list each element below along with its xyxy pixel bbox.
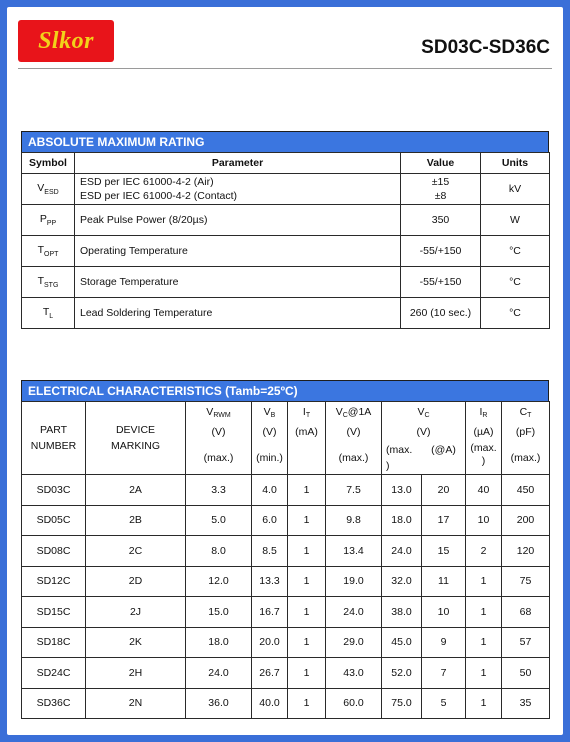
ir-cell: 1	[466, 566, 502, 597]
vc1a-cell: 7.5	[326, 475, 382, 506]
ct-cell: 50	[502, 658, 550, 689]
vb-cell: 4.0	[252, 475, 288, 506]
vb-cell: 16.7	[252, 597, 288, 628]
ir-cell: 40	[466, 475, 502, 506]
symbol-cell: $T_{STG}$	[22, 267, 75, 298]
value-cell: 260 (10 sec.)	[401, 298, 481, 329]
marking-cell: 2D	[86, 566, 186, 597]
column-header-ct: $C_T$ (pF) (max.)	[502, 402, 550, 475]
table-header-row	[22, 153, 550, 174]
electrical-table-body	[22, 475, 550, 719]
vca-cell: 20	[422, 475, 466, 506]
part-cell: SD12C	[22, 566, 86, 597]
it-cell: 1	[288, 688, 326, 719]
vb-cell: 40.0	[252, 688, 288, 719]
vca-cell: 11	[422, 566, 466, 597]
column-header-symbol: Symbol	[22, 153, 75, 174]
vca-cell: 10	[422, 597, 466, 628]
units-cell: kV	[481, 174, 550, 205]
absolute-max-section	[21, 131, 549, 329]
ct-cell: 57	[502, 627, 550, 658]
vc-cell: 18.0	[382, 505, 422, 536]
vrwm-cell: 8.0	[186, 536, 252, 567]
marking-cell: 2N	[86, 688, 186, 719]
vc-cell: 75.0	[382, 688, 422, 719]
it-cell: 1	[288, 536, 326, 567]
absolute-max-title: ABSOLUTE MAXIMUM RATING	[21, 131, 549, 152]
absolute-max-table	[21, 152, 550, 329]
ir-cell: 10	[466, 505, 502, 536]
vc-cell: 32.0	[382, 566, 422, 597]
electrical-table	[21, 401, 550, 719]
part-cell: SD08C	[22, 536, 86, 567]
ir-cell: 1	[466, 627, 502, 658]
part-cell: SD36C	[22, 688, 86, 719]
column-header-device-marking: DEVICE MARKING	[86, 402, 186, 475]
column-header-vc: $V_C$ (V) (max. ) (@A)	[382, 402, 466, 475]
parameter-cell: Storage Temperature	[75, 267, 401, 298]
vb-cell: 20.0	[252, 627, 288, 658]
datasheet-page	[7, 7, 563, 735]
column-header-vc-1a: $V_C@1A$ (V) (max.)	[326, 402, 382, 475]
vb-cell: 6.0	[252, 505, 288, 536]
vca-cell: 7	[422, 658, 466, 689]
units-cell: °C	[481, 267, 550, 298]
vc1a-cell: 24.0	[326, 597, 382, 628]
part-range-title: SD03C-SD36C	[421, 37, 550, 58]
table-row	[22, 236, 550, 267]
vc-cell: 38.0	[382, 597, 422, 628]
vrwm-cell: 12.0	[186, 566, 252, 597]
vca-cell: 17	[422, 505, 466, 536]
brand-logo-text: Slkor	[38, 27, 94, 54]
value-cell: ±15 ±8	[401, 174, 481, 205]
part-cell: SD15C	[22, 597, 86, 628]
vb-cell: 26.7	[252, 658, 288, 689]
value-cell: -55/+150	[401, 267, 481, 298]
part-cell: SD05C	[22, 505, 86, 536]
column-header-vrwm: $V_{RWM}$ (V) (max.)	[186, 402, 252, 475]
ct-cell: 450	[502, 475, 550, 506]
column-header-ir: $I_R$ (µA) (max. )	[466, 402, 502, 475]
parameter-cell: Peak Pulse Power (8/20µs)	[75, 205, 401, 236]
part-cell: SD03C	[22, 475, 86, 506]
vca-cell: 15	[422, 536, 466, 567]
it-cell: 1	[288, 658, 326, 689]
header-divider	[18, 68, 552, 69]
table-header-row	[22, 402, 550, 475]
it-cell: 1	[288, 475, 326, 506]
vc-cell: 13.0	[382, 475, 422, 506]
it-cell: 1	[288, 566, 326, 597]
parameter-cell: Operating Temperature	[75, 236, 401, 267]
column-header-value: Value	[401, 153, 481, 174]
brand-logo	[18, 20, 114, 62]
vrwm-cell: 3.3	[186, 475, 252, 506]
ir-cell: 1	[466, 597, 502, 628]
vc1a-cell: 9.8	[326, 505, 382, 536]
column-header-units: Units	[481, 153, 550, 174]
marking-cell: 2H	[86, 658, 186, 689]
table-row	[22, 267, 550, 298]
ct-cell: 200	[502, 505, 550, 536]
units-cell: °C	[481, 298, 550, 329]
parameter-cell: ESD per IEC 61000-4-2 (Air) ESD per IEC 61000-4-2 (Contact)	[75, 174, 401, 205]
column-header-part-number: PART NUMBER	[22, 402, 86, 475]
electrical-title: ELECTRICAL CHARACTERISTICS (Tamb=25ºC)	[21, 380, 549, 401]
vrwm-cell: 15.0	[186, 597, 252, 628]
marking-cell: 2J	[86, 597, 186, 628]
ir-cell: 1	[466, 658, 502, 689]
it-cell: 1	[288, 505, 326, 536]
vc1a-cell: 13.4	[326, 536, 382, 567]
column-header-it: $I_T$ (mA)	[288, 402, 326, 475]
symbol-cell: $T_{OPT}$	[22, 236, 75, 267]
units-cell: °C	[481, 236, 550, 267]
column-header-parameter: Parameter	[75, 153, 401, 174]
ir-cell: 1	[466, 688, 502, 719]
vb-cell: 13.3	[252, 566, 288, 597]
vc-cell: 45.0	[382, 627, 422, 658]
vc1a-cell: 43.0	[326, 658, 382, 689]
vca-cell: 5	[422, 688, 466, 719]
symbol-cell: $P_{PP}$	[22, 205, 75, 236]
table-row	[22, 475, 550, 506]
vrwm-cell: 5.0	[186, 505, 252, 536]
column-header-vb: $V_B$ (V) (min.)	[252, 402, 288, 475]
table-row	[22, 298, 550, 329]
part-cell: SD24C	[22, 658, 86, 689]
vc-cell: 24.0	[382, 536, 422, 567]
vc1a-cell: 19.0	[326, 566, 382, 597]
it-cell: 1	[288, 627, 326, 658]
ct-cell: 35	[502, 688, 550, 719]
value-cell: -55/+150	[401, 236, 481, 267]
marking-cell: 2B	[86, 505, 186, 536]
vrwm-cell: 36.0	[186, 688, 252, 719]
vb-cell: 8.5	[252, 536, 288, 567]
units-cell: W	[481, 205, 550, 236]
table-row	[22, 205, 550, 236]
ir-cell: 2	[466, 536, 502, 567]
part-cell: SD18C	[22, 627, 86, 658]
value-cell: 350	[401, 205, 481, 236]
symbol-cell: $V_{ESD}$	[22, 174, 75, 205]
vc1a-cell: 29.0	[326, 627, 382, 658]
it-cell: 1	[288, 597, 326, 628]
vc1a-cell: 60.0	[326, 688, 382, 719]
table-row	[22, 658, 550, 689]
ct-cell: 68	[502, 597, 550, 628]
electrical-section	[21, 380, 549, 719]
vca-cell: 9	[422, 627, 466, 658]
table-row	[22, 688, 550, 719]
ct-cell: 120	[502, 536, 550, 567]
parameter-cell: Lead Soldering Temperature	[75, 298, 401, 329]
vrwm-cell: 18.0	[186, 627, 252, 658]
vrwm-cell: 24.0	[186, 658, 252, 689]
table-row	[22, 597, 550, 628]
table-row	[22, 505, 550, 536]
ct-cell: 75	[502, 566, 550, 597]
table-row	[22, 566, 550, 597]
marking-cell: 2A	[86, 475, 186, 506]
symbol-cell: $T_L$	[22, 298, 75, 329]
table-row	[22, 174, 550, 205]
table-row	[22, 627, 550, 658]
table-row	[22, 536, 550, 567]
marking-cell: 2K	[86, 627, 186, 658]
marking-cell: 2C	[86, 536, 186, 567]
vc-cell: 52.0	[382, 658, 422, 689]
